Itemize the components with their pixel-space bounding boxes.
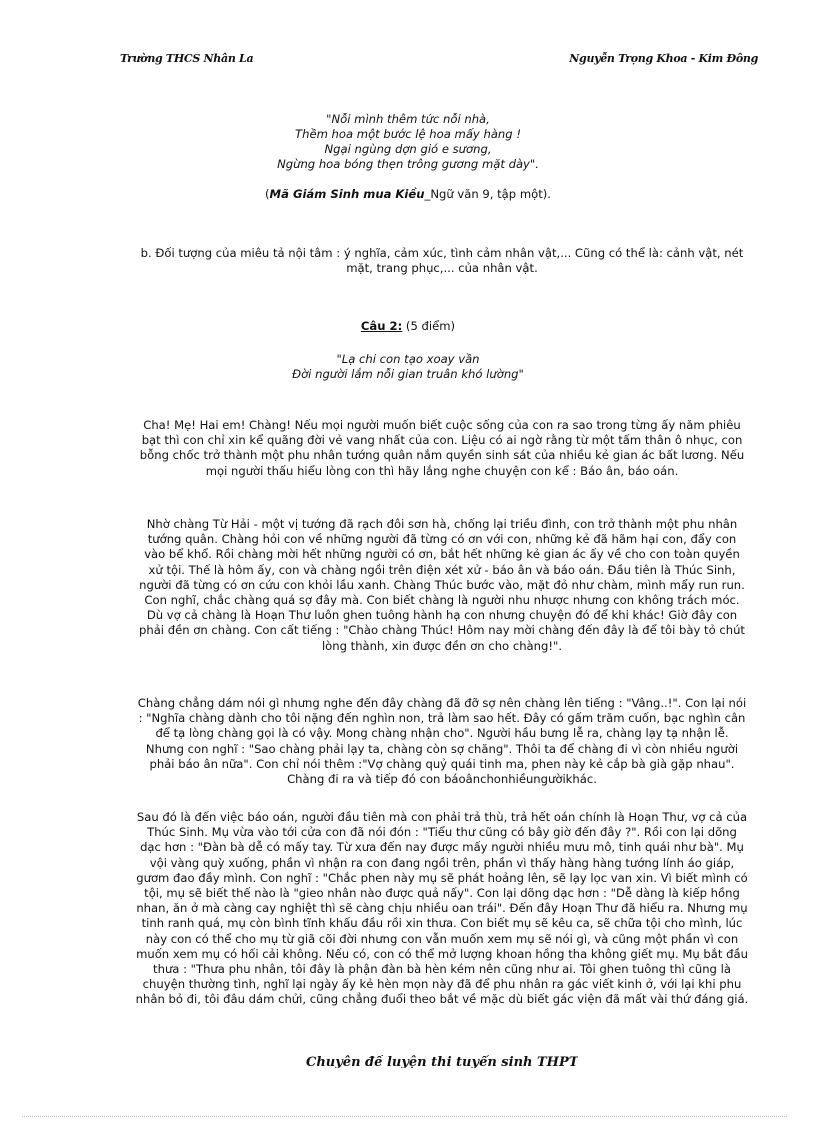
paragraph-2 [130, 517, 754, 654]
header-right-author: Nguyễn Trọng Khoa - Kim Đông [569, 52, 758, 65]
poem-line: Ngừng hoa bóng thẹn trông gương mặt dày". [277, 157, 539, 171]
poem-line: "Nỗi mình thêm tức nỗi nhà, [326, 112, 490, 126]
page-footer: Chuyên đề luyện thi tuyển sinh THPT [306, 1055, 579, 1068]
text-line: Nhờ chàng Từ Hải - một vị tướng đã rạch đôi sơn hà, chống lại triều đình, con trở thành một phu nhân [146, 517, 738, 531]
page-divider [22, 1116, 787, 1117]
item-b-paragraph [130, 246, 754, 276]
text-line: nhan, ăn ở mà càng cay nghiệt thì sẽ càng chịu nhiều oan trái". Đến đây Hoạn Thư đã hiểu ra. Nhưng mụ [136, 901, 748, 916]
source-open: ( [265, 187, 270, 201]
poem-excerpt-2 [0, 352, 816, 382]
text-line: bỗng chốc trở thành một phu nhân tướng quân nắm quyền sinh sát của nhiều kẻ gian ác bất lương. Nếu [139, 448, 745, 463]
paragraph-3 [130, 696, 754, 787]
question-heading [0, 319, 816, 333]
text-line: tội, mụ sẽ biết thế nào là "gieo nhân nào được quả nấy". Con lại dõng dạc hơn : "Dễ dàng là kiếp hồng [144, 886, 740, 901]
text-line: lòng thành, xin được đền ơn cho chàng!". [321, 638, 563, 653]
poem-excerpt-1 [0, 112, 816, 172]
text-line: tướng quân. Chàng hỏi con về những người đã từng có ơn với con, những kẻ đã hãm hại con, đẩy con [147, 532, 737, 547]
text-line: gươm đao đầy mình. Con nghĩ : "Chắc phen này mụ sẽ phát hoảng lên, sẽ lạy lọc van xin. Vì biết mình có [136, 870, 748, 885]
paragraph-1 [130, 418, 754, 479]
text-line: Sau đó là đến việc báo oán, người đầu tiên mà con phải trả thù, trả hết oán chính là Hoạn Thư, vợ cả của [136, 810, 748, 824]
source-rest: _Ngữ văn 9, tập một). [424, 187, 551, 201]
text-line: muốn xem mụ có hối cải không. Nếu có, con có thể mở lượng khoan hồng tha không giết mụ. Mụ bắt đầu [136, 946, 748, 961]
text-line: Chàng chẳng dám nói gì nhưng nghe đến đây chàng đã đỡ sợ nên chàng lên tiếng : "Vâng..!". Con lại nói [137, 696, 747, 710]
poem-line: Thềm hoa một bước lệ hoa mấy hàng ! [295, 127, 521, 141]
text-line: : "Nghĩa chàng dành cho tôi nặng đến nghìn non, trả làm sao hết. Đây có gấm trăm cuốn, bạc nghìn cân [138, 711, 746, 726]
poem-line: "Lạ chi con tạo xoay vần [336, 352, 480, 366]
poem-line: Đời người lắm nỗi gian truân khó lường" [292, 367, 524, 381]
text-line: nhân bỏ đi, tôi đâu dám chửi, cũng chẳng đuổi theo bắt về mặc dù biết gác viện đã mất vài thứ đáng giá. [135, 992, 749, 1007]
text-line: bạt thì con chỉ xin kể quãng đời vẻ vang nhất của con. Liệu có ai ngờ rằng từ một tấm thân ô nhục, con [141, 433, 743, 448]
text-line: Thúc Sinh. Mụ vừa vào tới cửa con đã nói đón : "Tiểu thư cũng có bây giờ đến đây ?". Rồi con lại dõng [147, 825, 737, 840]
question-points: (5 điểm) [402, 319, 456, 333]
text-line: b. Đối tượng của miêu tả nội tâm : ý nghĩa, cảm xúc, tình cảm nhân vật,... Cũng có thể là: cảnh vật, nét [140, 246, 744, 260]
text-line: tinh ranh quá, mụ còn bình tĩnh khấu đầu rồi xin thưa. Con biết mụ sẽ kêu ca, sẽ chữa tội cho mình, lúc [141, 916, 743, 931]
source-title: Mã Giám Sinh mua Kiều [269, 187, 425, 201]
text-line: Con nghĩ, chắc chàng quá sợ đây mà. Con biết chàng là người nhu nhược nhưng con không trách móc. [144, 593, 740, 608]
text-line: để tạ lòng chàng gọi là có vậy. Mong chàng nhận cho". Người hầu bưng lễ ra, chàng lạy tạ nhận lễ. [155, 726, 729, 741]
text-line: chuyện thường tình, nghĩ lại ngày ấy kẻ hèn mọn này đã để phu nhân ra gác viết kinh ở, với lại khi phu [142, 977, 742, 992]
paragraph-4 [130, 810, 754, 1008]
text-line: dạc hơn : "Đàn bà dễ có mấy tay. Từ xưa đến nay được mấy người nhiều mưu mô, tinh quái như bà". Mụ [140, 840, 744, 855]
text-line: người đã từng có ơn cứu con khỏi lầu xanh. Chàng Thúc bước vào, mặt đỏ như chàm, mình mẩy run run. [139, 577, 745, 592]
text-line: mặt, trang phục,... của nhân vật. [346, 261, 538, 276]
question-label: Câu 2: [360, 319, 403, 333]
text-line: thưa : "Thưa phu nhân, tôi đây là phận đàn bà hèn kém nên cũng như ai. Tôi ghen tuông thì cũng là [153, 962, 731, 977]
text-line: Nhưng con nghĩ : "Sao chàng phải lạy ta, chàng còn sợ chăng". Thôi ta để chàng đi vì còn nhiều người [145, 741, 739, 756]
text-line: vội vàng quỳ xuống, phần vì nhận ra con đang ngồi trên, phần vì thấy hàng hàng tướng lính áo giáp, [149, 855, 735, 870]
text-line: này con có thể cho mụ từ giã cõi đời nhưng con vẫn muốn xem mụ sẽ nói gì, và cũng một phần vì con [145, 931, 739, 946]
header-left-school: Trường THCS Nhân La [120, 52, 254, 65]
text-line: xử tội. Thế là hôm ấy, con và chàng ngồi trên điện xét xử - báo ân và báo oán. Đầu tiên là Thúc Sinh, [148, 562, 736, 577]
poem-line: Ngại ngùng dợn gió e sương, [324, 142, 492, 156]
poem-source [0, 187, 816, 201]
text-line: vào bể khổ. Rồi chàng mời hết những người có ơn, bắt hết những kẻ gian ác ấy về cho con toàn quyền [144, 547, 740, 562]
text-line: mọi người thấu hiểu lòng con thì hãy lắng nghe chuyện con kể : Báo ân, báo oán. [205, 463, 679, 478]
text-line: phải báo ân nữa". Con chỉ nói thêm :"Vợ chàng quỷ quái tinh ma, phen này kẻ cắp bà già gặp nhau". [149, 756, 735, 771]
text-line: phải đền ơn chàng. Con cất tiếng : "Chào chàng Thúc! Hôm nay mời chàng đến đây là để tôi bày tỏ chút [139, 623, 745, 638]
text-line: Dù vợ cả chàng là Hoạn Thư luôn ghen tuông hành hạ con nhưng chuyện đó để khi khác! Giờ đây con [146, 608, 738, 623]
text-line: Chàng đi ra và tiếp đó con báoânchonhiềungườikhác. [287, 772, 597, 787]
text-line: Cha! Mẹ! Hai em! Chàng! Nếu mọi người muốn biết cuộc sống của con ra sao trong từng ấy năm phiêu [143, 418, 741, 432]
